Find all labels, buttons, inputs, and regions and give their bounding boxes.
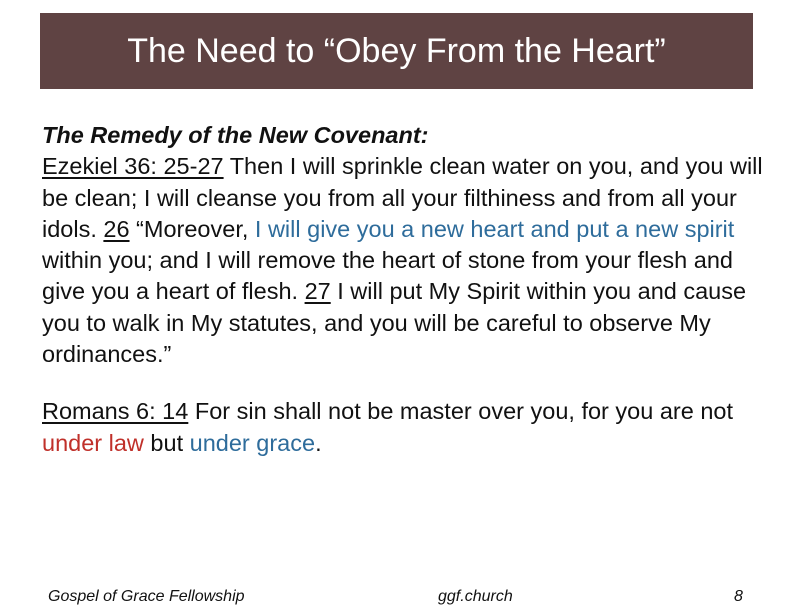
page-number: 8 xyxy=(734,588,743,605)
romans-text-c: . xyxy=(315,429,322,456)
section-heading: The Remedy of the New Covenant: xyxy=(42,122,429,148)
slide-body xyxy=(42,120,772,459)
slide-footer xyxy=(0,588,792,610)
footer-website: ggf.church xyxy=(438,588,513,605)
verse-26-number: 26 xyxy=(103,215,130,242)
ezekiel-reference: Ezekiel 36: 25-27 xyxy=(42,153,224,180)
romans-reference: Romans 6: 14 xyxy=(42,398,189,425)
ezekiel-text-c: within you; and I will remove the heart of stone from your flesh and give you a heart of flesh. xyxy=(42,247,733,305)
ezekiel-text-a: Then I will sprinkle clean water on you, and you will be clean; I will cleanse you from all your filthiness and from all your idols. xyxy=(42,153,763,242)
new-heart-highlight: I will give you a new heart and put a new spirit xyxy=(254,215,735,242)
romans-text-a: For sin shall not be master over you, for you are not xyxy=(188,398,733,425)
ezekiel-paragraph xyxy=(42,120,772,370)
footer-organization: Gospel of Grace Fellowship xyxy=(48,588,245,605)
slide-title: The Need to “Obey From the Heart” xyxy=(127,32,666,70)
romans-text-b: but xyxy=(143,429,190,456)
under-grace-highlight: under grace xyxy=(189,429,316,456)
title-bar xyxy=(40,13,753,89)
under-law-highlight: under law xyxy=(42,429,144,456)
ezekiel-text-b: “Moreover, xyxy=(129,215,255,242)
ezekiel-text-d: I will put My Spirit within you and cause you to walk in My statutes, and you will be careful to observe My ordinances.” xyxy=(42,278,747,368)
verse-27-number: 27 xyxy=(304,278,331,305)
romans-paragraph xyxy=(42,396,772,459)
